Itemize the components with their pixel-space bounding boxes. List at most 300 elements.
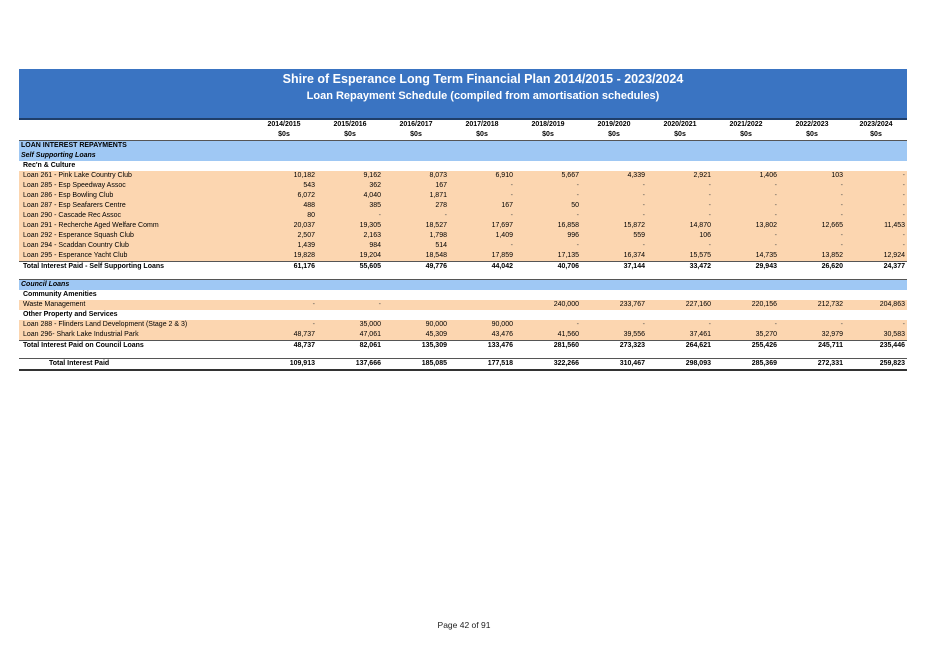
value-cell: -: [779, 320, 845, 330]
loan-row: [19, 171, 907, 181]
row-label: Total Interest Paid on Council Loans: [19, 341, 251, 352]
value-cell: 15,575: [647, 251, 713, 262]
value-cell: -: [449, 191, 515, 201]
blank-cell: [779, 290, 845, 300]
unit-header: $0s: [713, 130, 779, 141]
value-cell: 235,446: [845, 341, 907, 352]
loan-row: [19, 330, 907, 341]
value-cell: 12,665: [779, 221, 845, 231]
value-cell: 30,583: [845, 330, 907, 341]
unit-header: $0s: [779, 130, 845, 141]
blank-cell: [251, 310, 317, 320]
value-cell: 273,323: [581, 341, 647, 352]
value-cell: 1,409: [449, 231, 515, 241]
value-cell: -: [713, 211, 779, 221]
blank-cell: [449, 310, 515, 320]
row-label: Loan 295 - Esperance Yacht Club: [19, 251, 251, 262]
group-heading: Rec'n & Culture: [19, 161, 251, 171]
loan-row: [19, 181, 907, 191]
blank-cell: [449, 161, 515, 171]
report-subtitle: Loan Repayment Schedule (compiled from amortisation schedules): [306, 90, 660, 102]
grand-total-row: [19, 359, 907, 371]
unit-header: $0s: [647, 130, 713, 141]
value-cell: 167: [383, 181, 449, 191]
value-cell: 255,426: [713, 341, 779, 352]
value-cell: 13,802: [713, 221, 779, 231]
blank-cell: [383, 272, 449, 280]
value-cell: 26,620: [779, 262, 845, 273]
value-cell: -: [449, 181, 515, 191]
subsection-heading: Council Loans: [19, 280, 251, 291]
value-cell: -: [251, 300, 317, 310]
value-cell: 40,706: [515, 262, 581, 273]
value-cell: -: [845, 241, 907, 251]
value-cell: -: [845, 171, 907, 181]
value-cell: 17,859: [449, 251, 515, 262]
value-cell: -: [845, 320, 907, 330]
value-cell: 6,910: [449, 171, 515, 181]
blank-cell: [779, 272, 845, 280]
row-label: Total Interest Paid: [19, 359, 251, 371]
value-cell: 48,737: [251, 341, 317, 352]
value-cell: -: [713, 241, 779, 251]
value-cell: -: [647, 201, 713, 211]
blank-cell: [449, 141, 515, 152]
year-header-row: [19, 120, 907, 130]
row-label: Loan 285 - Esp Speedway Assoc: [19, 181, 251, 191]
value-cell: 45,309: [383, 330, 449, 341]
year-header: 2014/2015: [251, 120, 317, 130]
value-cell: 47,061: [317, 330, 383, 341]
unit-header: $0s: [581, 130, 647, 141]
row-label: Loan 261 - Pink Lake Country Club: [19, 171, 251, 181]
blank-cell: [779, 280, 845, 291]
blank-cell: [581, 161, 647, 171]
unit-header: $0s: [383, 130, 449, 141]
value-cell: 15,872: [581, 221, 647, 231]
group-header-row: [19, 290, 907, 300]
value-cell: -: [779, 201, 845, 211]
blank-cell: [713, 290, 779, 300]
value-cell: 212,732: [779, 300, 845, 310]
blank-cell: [449, 351, 515, 359]
unit-header: $0s: [515, 130, 581, 141]
value-cell: 35,270: [713, 330, 779, 341]
value-cell: 103: [779, 171, 845, 181]
value-cell: 16,858: [515, 221, 581, 231]
value-cell: 55,605: [317, 262, 383, 273]
blank-cell: [779, 161, 845, 171]
value-cell: -: [449, 241, 515, 251]
group-heading: Other Property and Services: [19, 310, 251, 320]
value-cell: -: [317, 211, 383, 221]
value-cell: 281,560: [515, 341, 581, 352]
blank-cell: [449, 290, 515, 300]
value-cell: 135,309: [383, 341, 449, 352]
blank-cell: [779, 351, 845, 359]
value-cell: 1,871: [383, 191, 449, 201]
group-header-row: [19, 310, 907, 320]
value-cell: -: [845, 181, 907, 191]
value-cell: 18,527: [383, 221, 449, 231]
value-cell: 204,863: [845, 300, 907, 310]
blank-cell: [581, 272, 647, 280]
year-header: 2019/2020: [581, 120, 647, 130]
value-cell: 17,697: [449, 221, 515, 231]
value-cell: 44,042: [449, 262, 515, 273]
value-cell: 233,767: [581, 300, 647, 310]
blank-cell: [251, 290, 317, 300]
value-cell: 20,037: [251, 221, 317, 231]
blank-cell: [449, 280, 515, 291]
blank-cell: [383, 161, 449, 171]
value-cell: 61,176: [251, 262, 317, 273]
value-cell: 227,160: [647, 300, 713, 310]
value-cell: -: [845, 201, 907, 211]
blank-cell: [515, 310, 581, 320]
year-header: 2023/2024: [845, 120, 907, 130]
blank-cell: [251, 141, 317, 152]
subsection-header-row: [19, 280, 907, 291]
value-cell: -: [779, 231, 845, 241]
value-cell: 1,798: [383, 231, 449, 241]
year-header: 2022/2023: [779, 120, 845, 130]
value-cell: 322,266: [515, 359, 581, 371]
row-label: Loan 291 - Recherche Aged Welfare Comm: [19, 221, 251, 231]
blank-cell: [713, 310, 779, 320]
value-cell: -: [317, 300, 383, 310]
unit-header: $0s: [449, 130, 515, 141]
value-cell: -: [845, 211, 907, 221]
value-cell: 272,331: [779, 359, 845, 371]
blank-cell: [713, 141, 779, 152]
value-cell: -: [251, 320, 317, 330]
blank-cell: [317, 141, 383, 152]
value-cell: [449, 300, 515, 310]
loan-row: [19, 241, 907, 251]
value-cell: 285,369: [713, 359, 779, 371]
value-cell: 19,305: [317, 221, 383, 231]
blank-cell: [19, 351, 251, 359]
blank-cell: [845, 310, 907, 320]
row-label: Loan 290 - Cascade Rec Assoc: [19, 211, 251, 221]
row-label: Loan 294 - Scaddan Country Club: [19, 241, 251, 251]
value-cell: 29,943: [713, 262, 779, 273]
value-cell: 1,406: [713, 171, 779, 181]
subsection-heading: Self Supporting Loans: [19, 151, 251, 161]
loan-row: [19, 221, 907, 231]
unit-header: $0s: [317, 130, 383, 141]
blank-cell: [779, 310, 845, 320]
row-label: Loan 288 - Flinders Land Development (Stage 2 & 3): [19, 320, 251, 330]
blank-cell: [515, 280, 581, 291]
value-cell: 24,377: [845, 262, 907, 273]
value-cell: 8,073: [383, 171, 449, 181]
value-cell: 996: [515, 231, 581, 241]
value-cell: -: [713, 231, 779, 241]
blank-cell: [779, 151, 845, 161]
blank-cell: [845, 272, 907, 280]
value-cell: -: [515, 320, 581, 330]
blank-cell: [845, 290, 907, 300]
year-header: 2021/2022: [713, 120, 779, 130]
blank-cell: [647, 141, 713, 152]
blank-cell: [845, 280, 907, 291]
value-cell: -: [515, 241, 581, 251]
report-title: Shire of Esperance Long Term Financial Plan 2014/2015 - 2023/2024: [282, 72, 684, 86]
value-cell: -: [845, 191, 907, 201]
value-cell: -: [779, 211, 845, 221]
unit-header: $0s: [251, 130, 317, 141]
value-cell: 177,518: [449, 359, 515, 371]
blank-cell: [581, 141, 647, 152]
blank-cell: [581, 151, 647, 161]
blank-cell: [317, 272, 383, 280]
value-cell: 278: [383, 201, 449, 211]
header-blank: [19, 130, 251, 141]
row-label: Loan 286 - Esp Bowling Club: [19, 191, 251, 201]
value-cell: -: [515, 191, 581, 201]
value-cell: -: [515, 181, 581, 191]
value-cell: 5,667: [515, 171, 581, 181]
value-cell: 167: [449, 201, 515, 211]
value-cell: -: [581, 191, 647, 201]
value-cell: 33,472: [647, 262, 713, 273]
value-cell: -: [515, 211, 581, 221]
value-cell: 559: [581, 231, 647, 241]
value-cell: -: [581, 320, 647, 330]
blank-cell: [581, 351, 647, 359]
unit-header-row: [19, 130, 907, 141]
value-cell: -: [581, 201, 647, 211]
value-cell: -: [845, 231, 907, 241]
blank-cell: [383, 310, 449, 320]
blank-cell: [581, 290, 647, 300]
blank-cell: [713, 272, 779, 280]
value-cell: 49,776: [383, 262, 449, 273]
group-header-row: [19, 161, 907, 171]
value-cell: -: [713, 191, 779, 201]
value-cell: -: [647, 211, 713, 221]
section-heading: LOAN INTEREST REPAYMENTS: [19, 141, 251, 152]
value-cell: 2,507: [251, 231, 317, 241]
value-cell: 11,453: [845, 221, 907, 231]
report-sheet: [19, 69, 907, 371]
value-cell: 106: [647, 231, 713, 241]
value-cell: 984: [317, 241, 383, 251]
value-cell: 37,461: [647, 330, 713, 341]
value-cell: 90,000: [449, 320, 515, 330]
blank-cell: [383, 351, 449, 359]
blank-cell: [647, 272, 713, 280]
blank-cell: [515, 290, 581, 300]
value-cell: 310,467: [581, 359, 647, 371]
loan-row: [19, 211, 907, 221]
value-cell: -: [779, 191, 845, 201]
blank-cell: [317, 151, 383, 161]
blank-cell: [317, 161, 383, 171]
value-cell: 37,144: [581, 262, 647, 273]
blank-cell: [845, 161, 907, 171]
blank-cell: [647, 161, 713, 171]
value-cell: -: [581, 211, 647, 221]
blank-cell: [845, 151, 907, 161]
blank-cell: [317, 290, 383, 300]
value-cell: 220,156: [713, 300, 779, 310]
value-cell: 19,204: [317, 251, 383, 262]
value-cell: 362: [317, 181, 383, 191]
blank-cell: [317, 310, 383, 320]
row-label: Loan 287 - Esp Seafarers Centre: [19, 201, 251, 211]
blank-cell: [515, 151, 581, 161]
year-header: 2018/2019: [515, 120, 581, 130]
blank-cell: [713, 280, 779, 291]
row-label: Waste Management: [19, 300, 251, 310]
blank-cell: [251, 151, 317, 161]
value-cell: 6,072: [251, 191, 317, 201]
value-cell: -: [647, 191, 713, 201]
value-cell: 14,735: [713, 251, 779, 262]
value-cell: 4,339: [581, 171, 647, 181]
section-header-row: [19, 141, 907, 152]
value-cell: -: [647, 320, 713, 330]
value-cell: 14,870: [647, 221, 713, 231]
value-cell: 385: [317, 201, 383, 211]
value-cell: 32,979: [779, 330, 845, 341]
spacer-row: [19, 272, 907, 280]
blank-cell: [383, 151, 449, 161]
group-heading: Community Amenities: [19, 290, 251, 300]
value-cell: 298,093: [647, 359, 713, 371]
value-cell: 12,924: [845, 251, 907, 262]
blank-cell: [647, 351, 713, 359]
blank-cell: [647, 280, 713, 291]
loan-row: [19, 201, 907, 211]
value-cell: 2,163: [317, 231, 383, 241]
blank-cell: [383, 280, 449, 291]
row-label: Loan 296- Shark Lake Industrial Park: [19, 330, 251, 341]
blank-cell: [317, 280, 383, 291]
year-header: 2020/2021: [647, 120, 713, 130]
value-cell: -: [581, 241, 647, 251]
value-cell: 9,162: [317, 171, 383, 181]
value-cell: 109,913: [251, 359, 317, 371]
value-cell: 4,040: [317, 191, 383, 201]
year-header: 2017/2018: [449, 120, 515, 130]
year-header: 2016/2017: [383, 120, 449, 130]
blank-cell: [845, 141, 907, 152]
blank-cell: [713, 151, 779, 161]
blank-cell: [449, 272, 515, 280]
value-cell: 2,921: [647, 171, 713, 181]
blank-cell: [779, 141, 845, 152]
value-cell: 80: [251, 211, 317, 221]
blank-cell: [581, 280, 647, 291]
blank-cell: [383, 141, 449, 152]
value-cell: 19,828: [251, 251, 317, 262]
value-cell: 133,476: [449, 341, 515, 352]
loan-table: [19, 120, 907, 371]
blank-cell: [449, 151, 515, 161]
value-cell: -: [383, 211, 449, 221]
unit-header: $0s: [845, 130, 907, 141]
value-cell: 16,374: [581, 251, 647, 262]
value-cell: -: [779, 181, 845, 191]
blank-cell: [845, 351, 907, 359]
value-cell: 488: [251, 201, 317, 211]
blank-cell: [581, 310, 647, 320]
blank-cell: [515, 272, 581, 280]
blank-cell: [713, 161, 779, 171]
value-cell: 35,000: [317, 320, 383, 330]
value-cell: 39,556: [581, 330, 647, 341]
subsection-header-row: [19, 151, 907, 161]
value-cell: 90,000: [383, 320, 449, 330]
value-cell: 18,548: [383, 251, 449, 262]
blank-cell: [383, 290, 449, 300]
value-cell: -: [581, 181, 647, 191]
blank-cell: [515, 141, 581, 152]
blank-cell: [251, 351, 317, 359]
value-cell: 10,182: [251, 171, 317, 181]
value-cell: 137,666: [317, 359, 383, 371]
header-blank: [19, 120, 251, 130]
report-banner: [19, 69, 907, 120]
value-cell: 13,852: [779, 251, 845, 262]
blank-cell: [19, 272, 251, 280]
blank-cell: [647, 290, 713, 300]
value-cell: -: [713, 201, 779, 211]
value-cell: 514: [383, 241, 449, 251]
value-cell: -: [713, 181, 779, 191]
year-header: 2015/2016: [317, 120, 383, 130]
value-cell: 543: [251, 181, 317, 191]
value-cell: 43,476: [449, 330, 515, 341]
blank-cell: [251, 280, 317, 291]
page-footer: Page 42 of 91: [437, 620, 491, 630]
row-label: Total Interest Paid - Self Supporting Loans: [19, 262, 251, 273]
value-cell: 17,135: [515, 251, 581, 262]
spacer-row: [19, 351, 907, 359]
row-label: Loan 292 - Esperance Squash Club: [19, 231, 251, 241]
blank-cell: [515, 351, 581, 359]
loan-row: [19, 320, 907, 330]
loan-row: [19, 231, 907, 241]
value-cell: 82,061: [317, 341, 383, 352]
total-row: [19, 262, 907, 273]
value-cell: 1,439: [251, 241, 317, 251]
value-cell: 264,621: [647, 341, 713, 352]
value-cell: -: [713, 320, 779, 330]
value-cell: -: [779, 241, 845, 251]
blank-cell: [317, 351, 383, 359]
blank-cell: [515, 161, 581, 171]
blank-cell: [713, 351, 779, 359]
value-cell: 245,711: [779, 341, 845, 352]
blank-cell: [251, 272, 317, 280]
blank-cell: [251, 161, 317, 171]
value-cell: -: [647, 241, 713, 251]
loan-row: [19, 191, 907, 201]
value-cell: 259,823: [845, 359, 907, 371]
loan-row: [19, 300, 907, 310]
value-cell: 185,085: [383, 359, 449, 371]
value-cell: [383, 300, 449, 310]
value-cell: 50: [515, 201, 581, 211]
value-cell: 240,000: [515, 300, 581, 310]
loan-row: [19, 251, 907, 262]
value-cell: 48,737: [251, 330, 317, 341]
